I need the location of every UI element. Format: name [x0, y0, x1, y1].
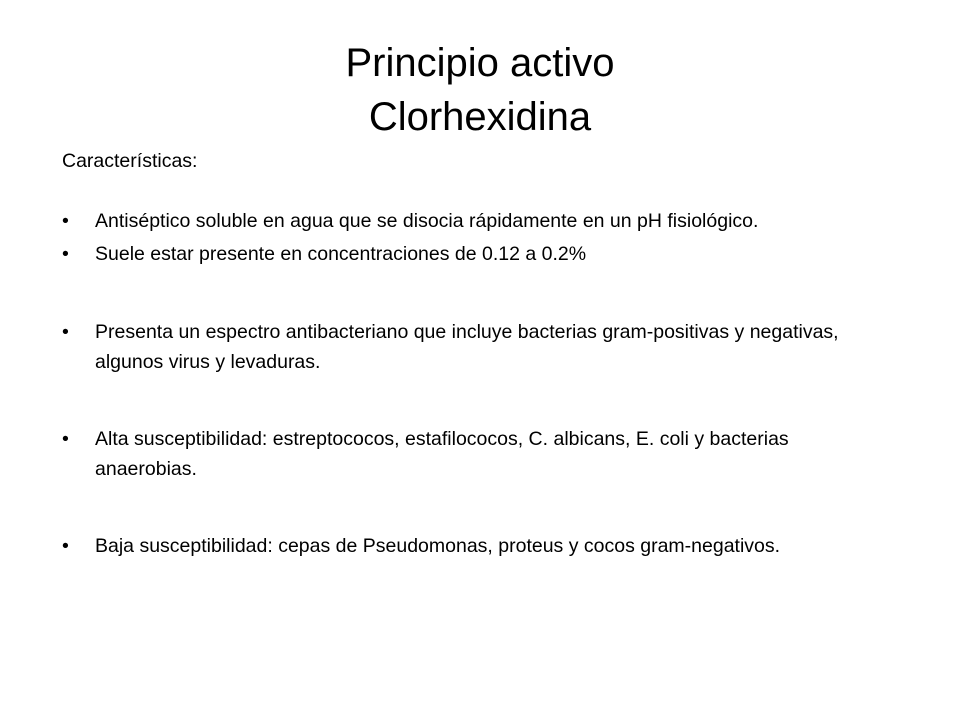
item-text: Baja susceptibilidad: cepas de Pseudomonas, proteus y cocos gram-negativos. — [95, 535, 781, 557]
bullet-icon: • — [62, 535, 69, 557]
intro-text: Características: — [62, 150, 198, 172]
list-item — [62, 206, 912, 236]
list-item — [62, 239, 912, 269]
bullet-icon: • — [62, 428, 69, 450]
list-item — [62, 531, 912, 561]
bullet-icon: • — [62, 243, 69, 265]
slide-content — [62, 146, 912, 561]
bullet-icon: • — [62, 321, 69, 343]
list-item — [62, 317, 912, 377]
list-item — [62, 424, 912, 484]
title-line-1: Principio activo — [345, 41, 615, 85]
slide-title — [0, 36, 960, 144]
item-text: Antiséptico soluble en agua que se disocia rápidamente en un pH fisiológico. — [95, 210, 759, 232]
bullet-list — [62, 206, 912, 561]
title-line-2: Clorhexidina — [368, 95, 592, 139]
item-text: Suele estar presente en concentraciones de 0.12 a 0.2% — [95, 243, 587, 265]
item-text: Alta susceptibilidad: estreptococos, estafilococos, C. albicans, E. coli y bacterias anaerobias. — [95, 428, 789, 480]
bullet-icon: • — [62, 210, 69, 232]
item-text: Presenta un espectro antibacteriano que incluye bacterias gram-positivas y negativas, algunos virus y levaduras. — [95, 321, 839, 373]
